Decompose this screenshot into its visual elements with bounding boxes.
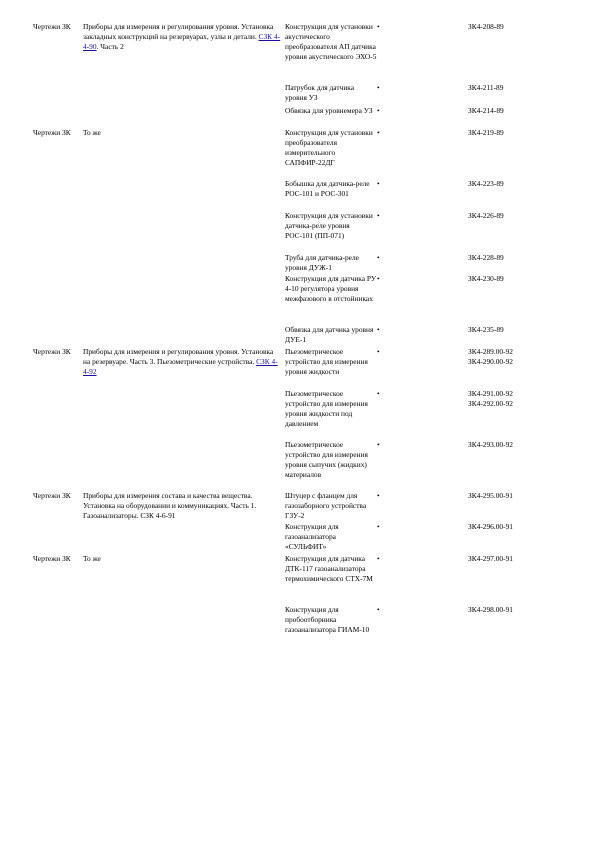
doc-type: Чертежи ЗК <box>33 491 71 500</box>
bullet: • <box>377 491 380 500</box>
bullet: • <box>377 274 380 283</box>
item-codes <box>468 83 568 93</box>
item-name: Конструкция для установки датчика-реле уровня РОС-101 (ПП-071) <box>285 211 373 240</box>
bullet: • <box>377 179 380 188</box>
item-code: ЗК4-289.00-92 <box>468 347 513 356</box>
item-name: Обвязка для датчика уровня ДУЕ-1 <box>285 325 374 344</box>
bullet: • <box>377 440 380 449</box>
item-code: ЗК4-208-89 <box>468 22 504 31</box>
doc-description <box>83 491 281 521</box>
bullet: • <box>377 253 380 262</box>
item-name: Пьезометрическое устройство для измерения уровня жидкости под давлением <box>285 389 368 428</box>
item-codes <box>468 347 568 367</box>
item-code: ЗК4-230-89 <box>468 274 504 283</box>
bullet: • <box>377 128 380 137</box>
item-codes <box>468 389 568 409</box>
item-name: Конструкция для пробоотборника газоанализатора ГИАМ-10 <box>285 605 370 634</box>
item-name: Бобышка для датчика-реле РОС-101 и РОС-301 <box>285 179 370 198</box>
item-name: Обвязка для уровнемера УЗ <box>285 106 373 115</box>
doc-link[interactable]: СЗК 4-4-90 <box>83 32 281 51</box>
doc-description-text: Приборы для измерения и регулирования уровня. Установка закладных конструкций на резервуарах, узлы и детали. <box>83 22 274 41</box>
bullet: • <box>377 325 380 334</box>
item-codes <box>468 491 568 501</box>
doc-description <box>83 128 281 138</box>
item-code: ЗК4-293.00-92 <box>468 440 513 449</box>
item-codes <box>468 274 568 284</box>
item-codes <box>468 128 568 138</box>
doc-type: Чертежи ЗК <box>33 347 71 356</box>
item-name: Конструкция для датчика ДТК-117 газоанализатора термохимического СТХ-7М <box>285 554 373 583</box>
item-codes <box>468 522 568 532</box>
item-name: Патрубок для датчика уровня УЗ <box>285 83 355 102</box>
doc-description-suffix: . Часть 2 <box>96 42 124 51</box>
doc-description-text: Приборы для измерения и регулирования уровня. Установка на резервуаре. Часть 3. Пьезометрические устройства. <box>83 347 274 366</box>
item-codes <box>468 179 568 189</box>
bullet: • <box>377 347 380 356</box>
item-code: ЗК4-295.00-91 <box>468 491 513 500</box>
bullet: • <box>377 389 380 398</box>
item-name: Конструкция для установки акустического преобразователя АП датчика уровня акустического ЭХО-5 <box>285 22 377 61</box>
item-code: ЗК4-290.00-92 <box>468 357 513 366</box>
item-code: ЗК4-298.00-91 <box>468 605 513 614</box>
bullet: • <box>377 554 380 563</box>
item-codes <box>468 605 568 615</box>
item-code: ЗК4-219-89 <box>468 128 504 137</box>
doc-link[interactable]: СЗК 4-4-92 <box>83 357 278 376</box>
item-name: Конструкция для установки преобразователя измерительного САПФИР-22ДГ <box>285 128 373 167</box>
doc-type: Чертежи ЗК <box>33 554 71 563</box>
item-codes <box>468 22 568 32</box>
item-name: Конструкция для газоанализатора «СУЛЬФИТ» <box>285 522 339 551</box>
bullet: • <box>377 22 380 31</box>
bullet: • <box>377 211 380 220</box>
item-name: Труба для датчика-реле уровня ДУЖ-1 <box>285 253 359 272</box>
item-code: ЗК4-226-89 <box>468 211 504 220</box>
item-name: Штуцер с фланцем для газозаборного устройства ГЗУ-2 <box>285 491 367 520</box>
doc-description <box>83 22 281 52</box>
item-code: ЗК4-296.00-91 <box>468 522 513 531</box>
doc-type: Чертежи ЗК <box>33 22 71 31</box>
doc-description-text: То же <box>83 128 101 137</box>
item-name: Пьезометрическое устройство для измерения уровня жидкости <box>285 347 368 376</box>
item-codes <box>468 253 568 263</box>
doc-type: Чертежи ЗК <box>33 128 71 137</box>
bullet: • <box>377 522 380 531</box>
doc-description <box>83 554 281 564</box>
item-codes <box>468 554 568 564</box>
bullet: • <box>377 83 380 92</box>
bullet: • <box>377 106 380 115</box>
item-code: ЗК4-223-89 <box>468 179 504 188</box>
doc-description-text: То же <box>83 554 101 563</box>
item-code: ЗК4-291.00-92 <box>468 389 513 398</box>
bullet: • <box>377 605 380 614</box>
item-name: Пьезометрическое устройство для измерения уровня сыпучих (жидких) материалов <box>285 440 368 479</box>
item-code: ЗК4-292.00-92 <box>468 399 513 408</box>
item-code: ЗК4-214-89 <box>468 106 504 115</box>
item-code: ЗК4-211-89 <box>468 83 504 92</box>
item-code: ЗК4-297.00-91 <box>468 554 513 563</box>
item-name: Конструкция для датчика РУ 4-10 регулятора уровня межфазового в отстойниках <box>285 274 377 303</box>
item-code: ЗК4-228-89 <box>468 253 504 262</box>
item-codes <box>468 325 568 335</box>
item-codes <box>468 106 568 116</box>
doc-description <box>83 347 281 377</box>
item-codes <box>468 440 568 450</box>
item-codes <box>468 211 568 221</box>
doc-description-text: Приборы для измерения состава и качества вещества. Установка на оборудовании и коммуникациях. Часть 1. Газоанализаторы. СЗК 4-6-91 <box>83 491 257 520</box>
item-code: ЗК4-235-89 <box>468 325 504 334</box>
